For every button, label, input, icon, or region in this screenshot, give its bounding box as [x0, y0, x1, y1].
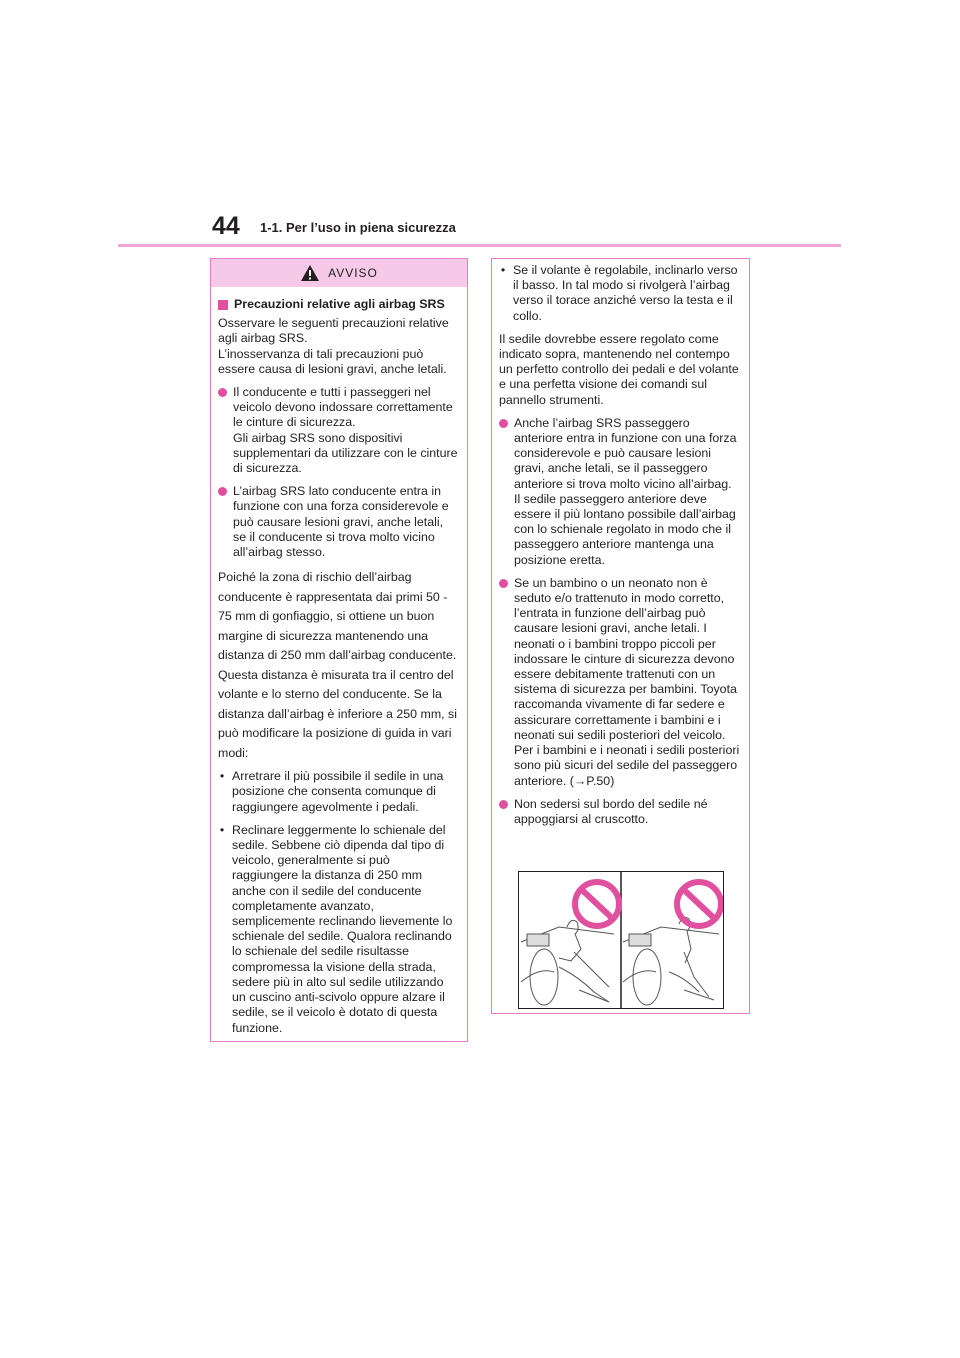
circle-bullet-icon [499, 800, 508, 809]
dash-bullet-icon: • [219, 822, 225, 837]
warning-intro: Osservare le seguenti precauzioni relative agli airbag SRS. L’inosservanza di tali precauzioni può essere causa di lesioni gravi, anche letali. [218, 316, 449, 376]
warning-triangle-icon [300, 264, 320, 282]
circle-bullet-icon [499, 579, 508, 588]
airbag-illustration [518, 871, 724, 1009]
distance-paragraph: Poiché la zona di rischio dell’airbag conducente è rappresentata dai primi 50 - 75 mm di gonfiaggio, si ottiene un buon margine di sicurezza mantenendo una distanza di 250 mm dall’airbag conducente. Questa distanza è misurata tra il centro del volante e lo sterno del conducente. Se la distanza dall’airbag è inferiore a 250 mm, si può modificare la posizione di guida in vari modi: [218, 570, 457, 760]
square-bullet-icon [218, 300, 228, 310]
dash-text: Reclinare leggermente lo schienale del sedile. Sebbene ciò dipenda dal tipo di veicolo, generalmente si può raggiungere la distanza di 250 mm anche con il sedile del conducente completamente avanzato, semplicemente reclinando lievemente lo schienale del sedile. Qualora reclinando lo schienale del sedile risultasse compromessa la visione della strada, sedere più in alto sul sedile utilizzando un cuscino anti-scivolo oppure alzare il sedile, se il veicolo è dotato di questa funzione. [232, 822, 453, 1035]
section-title: 1-1. Per l’uso in piena sicurezza [260, 220, 456, 235]
prohibition-icon-left [575, 882, 619, 926]
bullet-text: Anche l’airbag SRS passeggero anteriore entra in funzione con una forza considerevole e può causare lesioni gravi, anche letali, se il passeggero anteriore si trova molto vicino all’airbag. Il sedile passeggero anteriore deve essere il più lontano possibile dall’airbag con lo schienale regolato in modo che il passeggero anteriore mantenga una posizione eretta. [514, 415, 737, 567]
dash-bullet-icon: • [500, 263, 506, 277]
dash-bullet-icon: • [219, 769, 225, 784]
warning-content-right [492, 259, 749, 827]
dash-item [218, 769, 459, 815]
bullet-item [218, 385, 459, 476]
bullet-text: Non sedersi sul bordo del sedile né appoggiarsi al cruscotto. [514, 796, 708, 826]
warning-box-right [491, 258, 750, 1014]
bullet-text: L’airbag SRS lato conducente entra in funzione con una forza considerevole e può causare lesioni gravi, anche letali, se il conducente si trova molto vicino all’airbag stesso. [233, 484, 449, 560]
passenger-leaning-illustration [521, 920, 614, 1005]
bullet-text: Se un bambino o un neonato non è seduto e/o trattenuto in modo corretto, l’entrata in funzione dell’airbag può causare lesioni gravi, anche letali. I neonati o i bambini troppo piccoli per indossare le cinture di sicurezza devono essere debitamente trattenuti con un sistema di sicurezza per bambini. Toyota raccomanda vivamente di far sedere e assicurare correttamente i bambini e i neonati sui sedili posteriori del veicolo. Per i bambini e i neonati i sedili posteriori sono più sicuri del sedile del passeggero anteriore. (→P.50) [514, 575, 740, 788]
bullet-item [499, 576, 741, 789]
warning-content-left [211, 287, 467, 1036]
warning-label: AVVISO [328, 266, 378, 280]
warning-header [211, 259, 467, 287]
prohibition-icon-right [677, 882, 721, 926]
warning-heading [218, 297, 459, 312]
bullet-item [499, 797, 741, 827]
warning-heading-text: Precauzioni relative agli airbag SRS [234, 297, 445, 311]
circle-bullet-icon [218, 388, 227, 397]
circle-bullet-icon [499, 419, 508, 428]
passenger-edge-illustration [623, 917, 719, 1005]
dash-text: Se il volante è regolabile, inclinarlo verso il basso. In tal modo si rivolgerà l’airbag verso il torace anziché verso la testa e il collo. [513, 263, 738, 323]
dash-item [218, 823, 459, 1036]
bullet-item [499, 416, 741, 568]
dash-text: Arretrare il più possibile il sedile in una posizione che consenta comunque di raggiungere agevolmente i pedali. [232, 769, 444, 814]
warning-box-left [210, 258, 468, 1042]
seat-paragraph: Il sedile dovrebbe essere regolato come indicato sopra, mantenendo nel contempo un perfetto controllo dei pedali e del volante e una perfetta visione dei comandi sul pannello strumenti. [499, 331, 739, 407]
illustration-drawing [519, 872, 723, 1008]
bullet-text: Il conducente e tutti i passeggeri nel veicolo devono indossare correttamente le cinture di sicurezza. Gli airbag SRS sono dispositivi supplementari da utilizzare con le cinture di sicurezza. [233, 385, 458, 476]
header-rule [118, 244, 841, 247]
dash-item [499, 263, 741, 324]
bullet-item [218, 484, 459, 560]
circle-bullet-icon [218, 487, 227, 496]
page-number: 44 [212, 212, 240, 240]
